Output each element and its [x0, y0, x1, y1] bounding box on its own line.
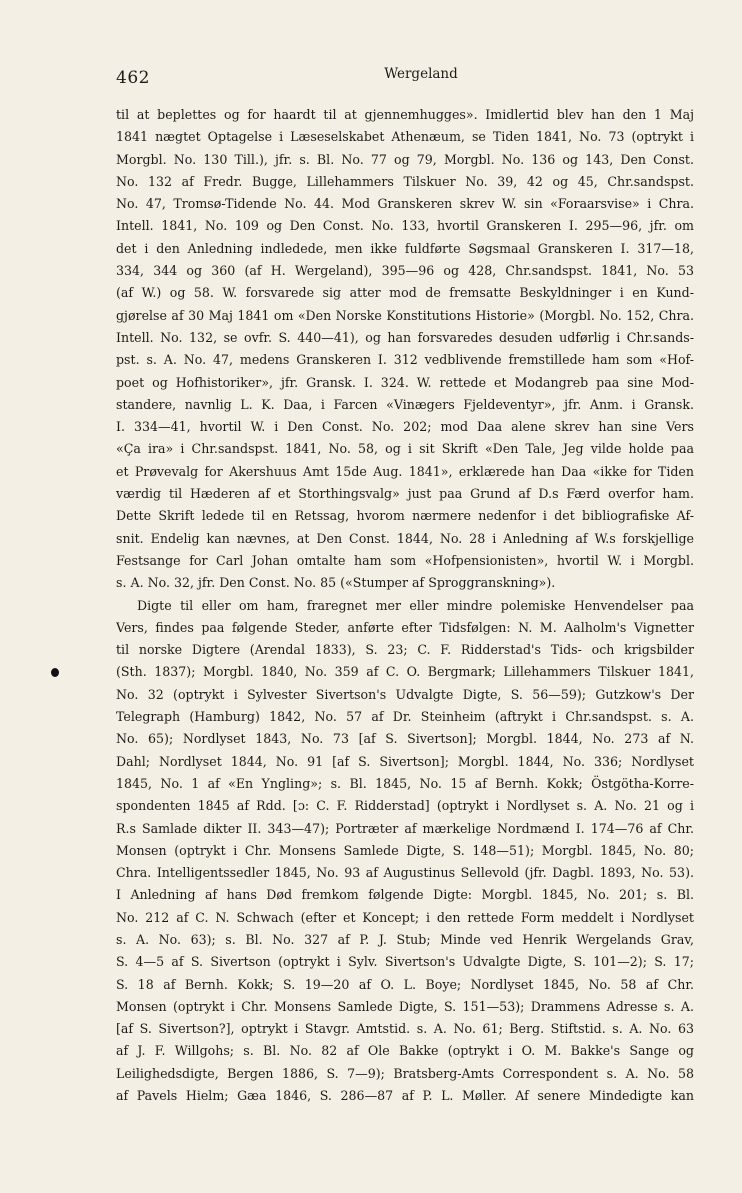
page-header: [116, 66, 696, 90]
text-line: (af W.) og 58. W. forsvarede sig atter mod de fremsatte Beskyldninger i en Kund-: [116, 285, 694, 301]
text-line: 1845, No. 1 af «En Yngling»; s. Bl. 1845, No. 15 af Bernh. Kokk; Östgötha-Korre-: [116, 775, 694, 791]
text-line: [af S. Sivertson?], optrykt i Stavgr. Amtstid. s. A. No. 61; Berg. Stiftstid. s. A. No. 63: [116, 1021, 694, 1037]
text-line: Intell. No. 132, se ovfr. S. 440—41), og han forsvaredes desuden udførlig i Chr.sands-: [116, 329, 694, 345]
page-number: 462: [116, 68, 150, 88]
text-line: til norske Digtere (Arendal 1833), S. 23; C. F. Ridderstad's Tids- och krigsbilder: [116, 642, 694, 658]
text-line: No. 32 (optrykt i Sylvester Sivertson's Udvalgte Digte, S. 56—59); Gutzkow's Der: [116, 686, 694, 702]
text-line: S. 18 af Bernh. Kokk; S. 19—20 af O. L. Boye; Nordlyset 1845, No. 58 af Chr.: [116, 976, 694, 992]
text-line: snit. Endelig kan nævnes, at Den Const. 1844, No. 28 i Anledning af W.s forskjellige: [116, 530, 694, 546]
text-line: No. 47, Tromsø-Tidende No. 44. Mod Granskeren skrev W. sin «Foraarsvise» i Chra.: [116, 196, 694, 212]
text-line: s. A. No. 32, jfr. Den Const. No. 85 («Stumper af Sproggranskning»).: [116, 575, 556, 591]
text-line: Festsange for Carl Johan omtalte ham som «Hofpensionisten», hvortil W. i Morgbl.: [116, 552, 694, 568]
text-line: 1841 nægtet Optagelse i Læseselskabet Athenæum, se Tiden 1841, No. 73 (optrykt i: [116, 129, 694, 145]
text-line: R.s Samlade dikter II. 343—47); Portræter af mærkelige Nordmænd I. 174—76 af Chr.: [116, 820, 694, 836]
text-line: standere, navnlig L. K. Daa, i Farcen «Vinægers Fjeldeventyr», jfr. Anm. i Gransk.: [116, 396, 694, 412]
text-line: No. 65); Nordlyset 1843, No. 73 [af S. Sivertson]; Morgbl. 1844, No. 273 af N.: [116, 731, 694, 747]
text-line: (Sth. 1837); Morgbl. 1840, No. 359 af C. O. Bergmark; Lillehammers Tilskuer 1841,: [116, 664, 694, 680]
text-line: Intell. 1841, No. 109 og Den Const. No. 133, hvortil Granskeren I. 295—96, jfr. om: [116, 218, 694, 234]
text-line: Telegraph (Hamburg) 1842, No. 57 af Dr. Steinheim (aftrykt i Chr.sandspst. s. A.: [116, 709, 694, 725]
body-text: [116, 104, 694, 1107]
text-line: pst. s. A. No. 47, medens Granskeren I. 312 vedblivende fremstillede ham som «Hof-: [116, 352, 694, 368]
ink-blot: [51, 668, 59, 677]
text-line: s. A. No. 63); s. Bl. No. 327 af P. J. Stub; Minde ved Henrik Wergelands Grav,: [116, 931, 694, 947]
text-line: I. 334—41, hvortil W. i Den Const. No. 202; mod Daa alene skrev han sine Vers: [116, 419, 694, 435]
text-line: spondenten 1845 af Rdd. [ɔ: C. F. Ridderstad] (optrykt i Nordlyset s. A. No. 21 og i: [116, 798, 694, 814]
text-line: I Anledning af hans Død fremkom følgende Digte: Morgbl. 1845, No. 201; s. Bl.: [116, 887, 694, 903]
text-line: værdig til Hæderen af et Storthingsvalg» just paa Grund af D.s Færd overfor ham.: [116, 486, 694, 502]
text-line: af J. F. Willgohs; s. Bl. No. 82 af Ole Bakke (optrykt i O. M. Bakke's Sange og: [116, 1043, 694, 1059]
text-line: gjørelse af 30 Maj 1841 om «Den Norske Konstitutions Historie» (Morgbl. No. 152, Chra.: [116, 307, 694, 323]
text-line: det i den Anledning indledede, men ikke fuldførte Søgsmaal Granskeren I. 317—18,: [116, 240, 694, 256]
text-line: af Pavels Hielm; Gæa 1846, S. 286—87 af P. L. Møller. Af senere Mindedigte kan: [116, 1088, 694, 1104]
text-line: «Ça ira» i Chr.sandspst. 1841, No. 58, og i sit Skrift «Den Tale, Jeg vilde holde paa: [116, 441, 694, 457]
text-line: Monsen (optrykt i Chr. Monsens Samlede Digte, S. 151—53); Drammens Adresse s. A.: [116, 998, 694, 1014]
text-line: No. 212 af C. N. Schwach (efter et Koncept; i den rettede Form meddelt i Nordlyset: [116, 909, 694, 925]
text-line: Digte til eller om ham, fraregnet mer eller mindre polemiske Henvendelser paa: [137, 597, 694, 613]
text-line: Monsen (optrykt i Chr. Monsens Samlede Digte, S. 148—51); Morgbl. 1845, No. 80;: [116, 842, 694, 858]
text-line: S. 4—5 af S. Sivertson (optrykt i Sylv. Sivertson's Udvalgte Digte, S. 101—2); S. 17;: [116, 954, 694, 970]
running-head: Wergeland: [384, 66, 458, 82]
text-line: til at beplettes og for haardt til at gjennemhugges». Imidlertid blev han den 1 Maj: [116, 107, 694, 122]
text-line: Chra. Intelligentssedler 1845, No. 93 af Augustinus Sellevold (jfr. Dagbl. 1893, No. 53).: [116, 865, 694, 881]
text-line: poet og Hofhistoriker», jfr. Gransk. I. 324. W. rettede et Modangreb paa sine Mod-: [116, 374, 694, 390]
text-line: Leilighedsdigte, Bergen 1886, S. 7—9); Bratsberg-Amts Correspondent s. A. No. 58: [116, 1065, 694, 1081]
text-line: 334, 344 og 360 (af H. Wergeland), 395—96 og 428, Chr.sandspst. 1841, No. 53: [116, 263, 694, 279]
text-line: Dette Skrift ledede til en Retssag, hvorom nærmere nedenfor i det bibliografiske Af-: [116, 508, 694, 524]
text-line: Vers, findes paa følgende Steder, anførte efter Tidsfølgen: N. M. Aalholm's Vignetter: [116, 619, 694, 635]
text-line: et Prøvevalg for Akershuus Amt 15de Aug. 1841», erklærede han Daa «ikke for Tiden: [116, 463, 694, 479]
text-line: No. 132 af Fredr. Bugge, Lillehammers Tilskuer No. 39, 42 og 45, Chr.sandspst.: [116, 173, 694, 189]
text-line: Morgbl. No. 130 Till.), jfr. s. Bl. No. 77 og 79, Morgbl. No. 136 og 143, Den Const.: [116, 151, 694, 167]
text-line: Dahl; Nordlyset 1844, No. 91 [af S. Sivertson]; Morgbl. 1844, No. 336; Nordlyset: [116, 753, 694, 769]
